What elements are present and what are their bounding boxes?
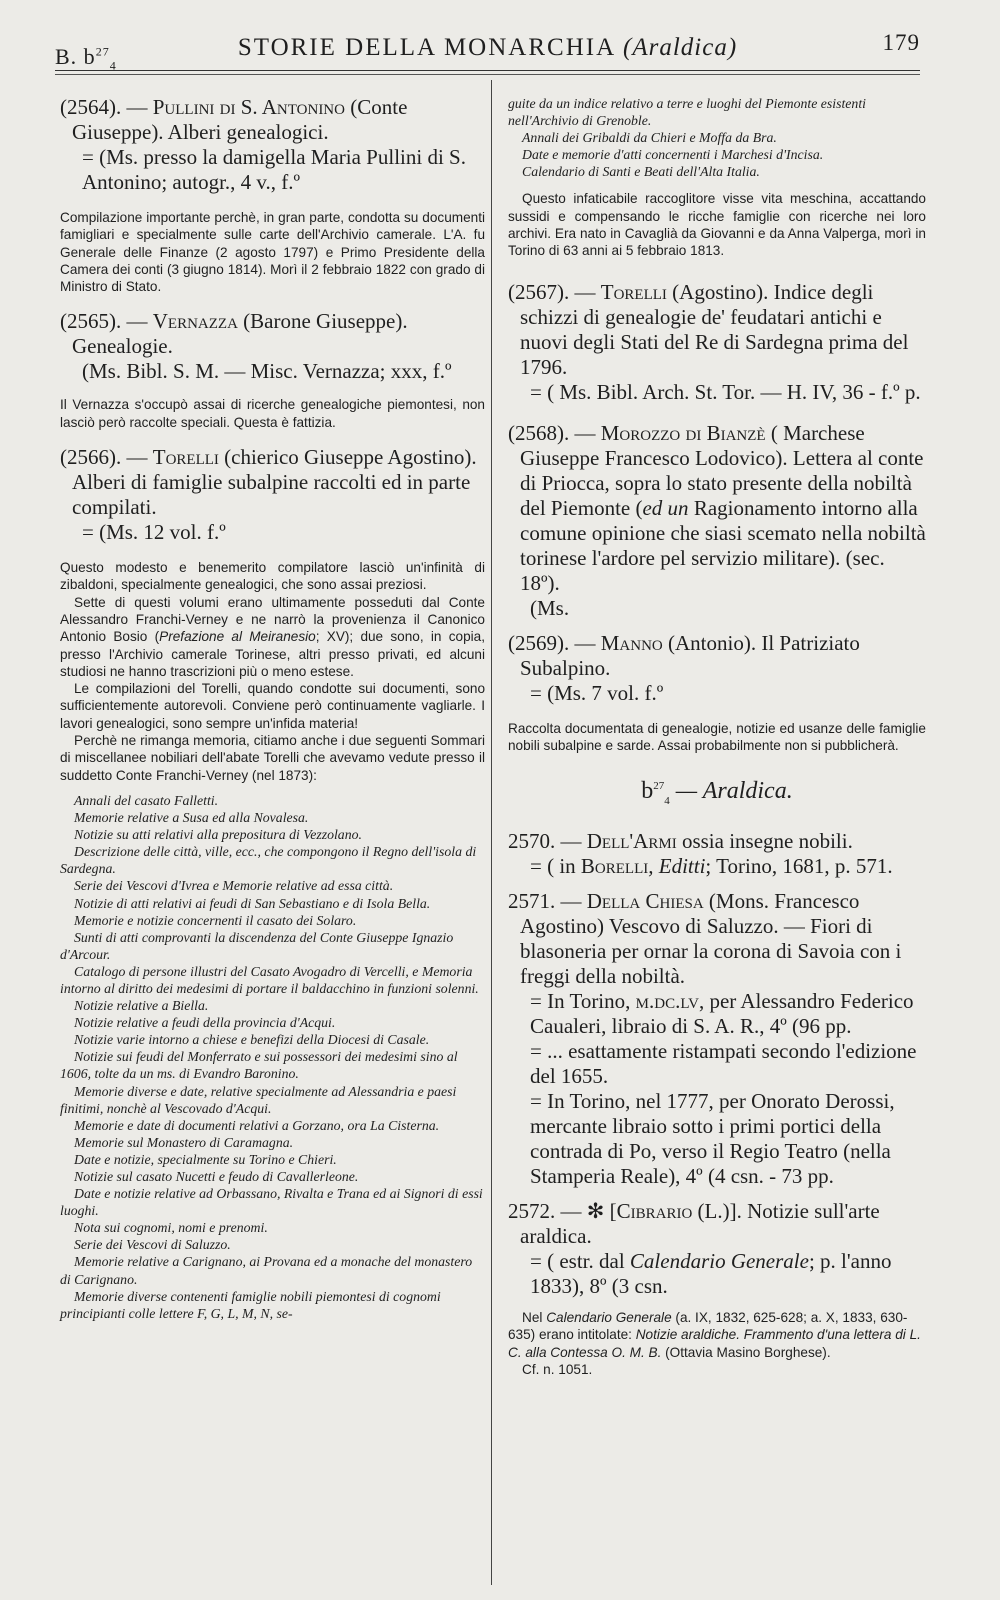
signature-prefix: B. b <box>55 44 96 69</box>
running-header <box>55 26 920 76</box>
entry-reference: = ( Ms. Bibl. Arch. St. Tor. — H. IV, 36 - f.º p. <box>530 379 921 404</box>
summary-item: Notizie su atti relativi alla prepositura di Vezzolano. <box>74 827 362 843</box>
signature-sub: 4 <box>109 58 117 73</box>
reference-text: = ( estr. dal <box>530 1249 630 1274</box>
left-column <box>60 95 485 1322</box>
entry-number: 2570. — <box>508 829 587 854</box>
entry-heading <box>508 280 926 380</box>
entry-heading <box>60 445 485 520</box>
entry-heading <box>60 95 485 145</box>
summary-item: Annali dei Gribaldi da Chieri e Moffa da Bra. <box>522 130 777 146</box>
entry-commentary <box>508 1309 926 1378</box>
summary-item: Notizie relative a Biella. <box>74 998 209 1014</box>
edition-year: m.dc.lv <box>635 989 699 1014</box>
edition-reprint: = ... esattamente ristampati secondo l'edizione del 1655. <box>530 1039 917 1089</box>
entry-number: (2567). — <box>508 279 601 304</box>
entry-author: Vernazza <box>152 309 238 334</box>
signature-sup: 27 <box>95 44 110 59</box>
entry-title: (Barone Giuseppe). Genealogie. <box>72 309 408 359</box>
summary-item: Memorie e notizie concernenti il casato dei Solaro. <box>74 912 357 928</box>
entry-commentary <box>60 559 485 784</box>
entry-2569 <box>508 631 926 706</box>
reference-author: Borelli <box>580 854 649 879</box>
summary-item: Notizie varie intorno a chiese e benefizi della Diocesi di Casale. <box>74 1032 430 1048</box>
paragraph-text: Sette di questi volumi erano ultimamente posseduti dal Conte Alessandro Franchi-Verney e ne narrò la provenienza il Canonico Antonio Bosio ( <box>60 594 485 645</box>
section-sub: 4 <box>664 795 670 808</box>
entry-reference: = (Ms. 12 vol. f.º <box>82 520 226 545</box>
summary-item: Memorie diverse contenenti famiglie nobili piemontesi di cognomi principianti colle lettere F, G, L, M, N, se- <box>60 1288 441 1321</box>
summary-item: Notizie sul casato Nucetti e feudo di Cavallerleone. <box>74 1169 359 1184</box>
summary-item: Nota sui cognomi, nomi e prenomi. <box>74 1220 268 1236</box>
summary-item: Sunti di atti comprovanti la discendenza del Conte Giuseppe Ignazio d'Arcour. <box>60 929 454 962</box>
right-column <box>508 95 926 1378</box>
commentary-paragraph: Le compilazioni del Torelli, quando condotte sui documenti, sono sufficientemente autorevoli. Conviene però continuamente vagliarle. I lavori genealogici, sono sempre un'infida materia! <box>60 681 485 731</box>
entry-commentary: Compilazione importante perchè, in gran parte, condotta su documenti famigliari e specialmente sulle carte dell'Archivio camerale. L'A. fu Generale delle Finanze (2 agosto 1797) e Primo Presidente della Camera dei conti (3 giugno 1814). Morì il 2 febbraio 1822 con grado di Ministro di Stato. <box>60 210 485 295</box>
entry-heading <box>508 1199 926 1249</box>
summary-item: Serie dei Vescovi d'Ivrea e Memorie relative ad essa città. <box>74 878 394 894</box>
reference-text: = ( in <box>530 854 581 879</box>
summary-item: Annali del casato Falletti. <box>74 792 219 808</box>
summary-item: Serie dei Vescovi di Saluzzo. <box>74 1237 231 1253</box>
summary-item: Date e memorie d'atti concernenti i Marchesi d'Incisa. <box>522 147 824 163</box>
entry-reference <box>508 1249 926 1299</box>
summary-item: Memorie relative a Susa ed alla Novalesa. <box>74 810 309 826</box>
summary-item: Memorie e date di documenti relativi a Gorzano, ora La Cisterna. <box>74 1117 440 1133</box>
entry-heading <box>60 309 485 359</box>
summary-item: Notizie di atti relativi ai feudi di San Sebastiano e di Isola Bella. <box>74 895 431 911</box>
entry-title: (chierico Giuseppe Agostino). Alberi di famiglie subalpine raccolti ed in parte compilati. <box>72 445 477 520</box>
entry-title: (Agostino). Indice degli schizzi di genealogie de' feudatari antichi e nuovi degli Stati del Re di Sardegna prima del 1796. <box>520 279 909 379</box>
entry-commentary: Il Vernazza s'occupò assai di ricerche genealogiche piemontesi, non lasciò però raccolte speciali. Questa è fattizia. <box>60 397 485 430</box>
note-text: Nel <box>522 1310 547 1326</box>
entry-heading <box>508 889 926 989</box>
edition-1777: = In Torino, nel 1777, per Onorato Derossi, mercante libraio sotto i primi portici della contrada di Po, verso il Regio Teatro (nella Stamperia Reale), 4º (4 csn. - 73 pp. <box>530 1089 895 1189</box>
entry-title: (Antonio). Il Patriziato Subalpino. <box>520 630 860 680</box>
summary-item: guite da un indice relativo a terre e luoghi del Piemonte esistenti nell'Archivio di Grenoble. <box>508 96 866 129</box>
torelli-summary-list <box>60 792 485 1322</box>
commentary-paragraph: Raccolta documentata di genealogie, notizie ed usanze delle famiglie nobili subalpine e sarde. Assai probabilmente non si pubblicherà. <box>508 720 926 753</box>
entry-reference: = (Ms. 7 vol. f.º <box>530 680 664 705</box>
entry-heading <box>508 631 926 681</box>
summary-item: Notizie relative a feudi della provincia d'Acqui. <box>74 1015 336 1031</box>
entry-author: Torelli <box>152 445 219 470</box>
entry-author: Manno <box>600 630 663 655</box>
entry-number: (2565). — <box>60 309 153 334</box>
section-label: — Araldica. <box>675 778 793 805</box>
entry-commentary <box>508 720 926 755</box>
summary-item: Descrizione delle città, ville, ecc., che compongono il Regno dell'isola di Sardegna. <box>60 844 477 877</box>
reference-text: ; Torino, 1681, p. 571. <box>705 854 893 879</box>
entry-reference <box>508 854 926 879</box>
entry-title: Ragionamento intorno alla comune opinione che siasi scemato nella nobiltà torinese l'ardore pel servizio militare). (sec. 18º). <box>520 495 926 595</box>
entry-2571 <box>508 889 926 1189</box>
entry-number: 2572. — ✻ [ <box>508 1199 617 1224</box>
edition-1666 <box>508 989 926 1039</box>
entry-reference: (Ms. Bibl. S. M. — Misc. Vernazza; xxx, f.º <box>82 359 452 384</box>
entry-title: (L.)]. Notizie sull'arte araldica. <box>520 1199 880 1249</box>
entry-reference: (Ms. <box>530 595 570 620</box>
commentary-paragraph: Questo modesto e benemerito compilatore lasciò un'infinità di zibaldoni, specialmente genealogici, che sono assai preziosi. <box>60 560 485 593</box>
reference-text: ; p. l'anno 1833), 8º (3 csn. <box>530 1249 892 1299</box>
summary-item: Calendario di Santi e Beati dell'Alta Italia. <box>522 164 760 180</box>
entry-2572 <box>508 1199 926 1299</box>
note-title: Calendario Generale <box>546 1310 672 1326</box>
summary-item: Date e notizie relative ad Orbassano, Rivalta e Trana ed ai Signori di essi luoghi. <box>60 1186 483 1219</box>
section-heading <box>508 778 926 807</box>
entry-commentary <box>508 190 926 259</box>
summary-item: Memorie diverse e date, relative specialmente ad Alessandria e paesi finitimi, nonchè al Vescovado d'Acqui. <box>60 1083 457 1116</box>
entry-author: Pullini di S. Antonino <box>152 95 345 119</box>
commentary-paragraph: Questo infaticabile raccoglitore visse vita meschina, accattando sussidi e compensando le ricche famiglie con ricerche nei loro archivi. Era nato in Cavaglià da Giovanni e da Anna Valperga, morì in Torino di 63 anni ai 5 febbraio 1813. <box>508 191 926 259</box>
title-main: STORIE DELLA MONARCHIA <box>237 34 623 61</box>
entry-reference: = (Ms. presso la damigella Maria Pullini di S. Antonino; autogr., 4 v., f.º <box>82 145 466 194</box>
summary-item: Date e notizie, specialmente su Torino e Chieri. <box>74 1151 337 1167</box>
summary-item: Notizie sui feudi del Monferrato e sui possessori dei medesimi sino al 1606, tolte da un ms. di Evandro Baronino. <box>60 1049 458 1082</box>
reference-title: , Editti <box>648 854 706 879</box>
commentary-paragraph <box>508 1309 926 1361</box>
entry-heading <box>508 829 926 854</box>
entry-title: (Conte Giuseppe). Alberi genealogici. <box>72 95 408 144</box>
note-text: (a. IX, 1832, 625-628; a. X, 1833, 630-635) erano intitolate: <box>508 1310 908 1343</box>
entry-2570 <box>508 829 926 879</box>
page-number: 179 <box>882 30 920 55</box>
entry-heading <box>508 421 926 596</box>
cross-reference: Cf. n. 1051. <box>522 1361 593 1377</box>
entry-title: (Mons. Francesco Agostino) Vescovo di Saluzzo. — Fiori di blasoneria per ornar la corona di Savoia con i freggi della nobiltà. <box>520 889 902 989</box>
entry-author: Cibrario <box>616 1199 693 1224</box>
commentary-paragraph: Perchè ne rimanga memoria, citiamo anche i due seguenti Sommari di miscellanee nobiliari dell'abate Torelli che avevamo vedute presso il suddetto Conte Franchi-Verney (nel 1873): <box>60 733 485 783</box>
edition-text: = In Torino, <box>530 989 636 1014</box>
paragraph-text: ; XV); due sono, in copia, presso l'Archivio camerale Torinese, altri presso privati, ed alcuni studiosi ne hanno trascrizioni più o meno estese. <box>60 629 485 679</box>
section-sup: 27 <box>653 780 665 793</box>
entry-title: ossia insegne nobili. <box>676 829 853 854</box>
entry-number: (2566). — <box>60 445 153 470</box>
summary-item: Catalogo di persone illustri del Casato Avogadro di Vercelli, e Memoria intorno al diritto dei medesimi di portare il baldacchino in funzioni solenni. <box>60 963 479 996</box>
note-text: (Ottavia Masino Borghese). <box>661 1344 831 1360</box>
title-sub: (Araldica) <box>623 34 738 61</box>
reference-title: Calendario Generale <box>629 1249 809 1274</box>
entry-author: Dell'Armi <box>586 829 677 854</box>
entry-title: ( Marchese Giuseppe Francesco Lodovico). Lettera al conte di Priocca, sopra lo stato presente della nobiltà del Piemonte ( <box>520 420 924 520</box>
edition-text: , per Alessandro Federico Caualeri, libraio di S. A. R., 4º (96 pp. <box>530 989 914 1039</box>
summary-item: Memorie sul Monastero di Caramagna. <box>74 1134 294 1150</box>
entry-number: (2564). — <box>60 95 153 119</box>
summary-list-continued <box>508 95 926 180</box>
entry-author: Torelli <box>600 279 667 304</box>
entry-number: (2569). — <box>508 630 601 655</box>
entry-author: Morozzo di Bianzè <box>600 420 766 445</box>
column-divider <box>491 80 492 1585</box>
entry-2567 <box>508 280 926 405</box>
entry-title-italic: ed un <box>642 495 689 520</box>
entry-number: (2568). — <box>508 420 601 445</box>
section-prefix: b <box>641 778 654 805</box>
summary-item: Memorie relative a Carignano, ai Provana ed a monache del monastero di Carignano. <box>60 1254 473 1287</box>
note-title: Notizie araldiche. Frammento d'una lettera di L. C. alla Contessa O. M. B. <box>508 1327 921 1360</box>
entry-2564 <box>60 95 485 195</box>
entry-2568 <box>508 421 926 621</box>
entry-2565 <box>60 309 485 384</box>
entry-author: Della Chiesa <box>586 889 704 914</box>
header-rule <box>55 70 920 75</box>
commentary-paragraph <box>60 594 485 680</box>
entry-2566 <box>60 445 485 545</box>
entry-number: 2571. — <box>508 889 587 914</box>
running-title <box>55 34 920 62</box>
paragraph-citation: Prefazione al Meiranesio <box>159 629 316 645</box>
